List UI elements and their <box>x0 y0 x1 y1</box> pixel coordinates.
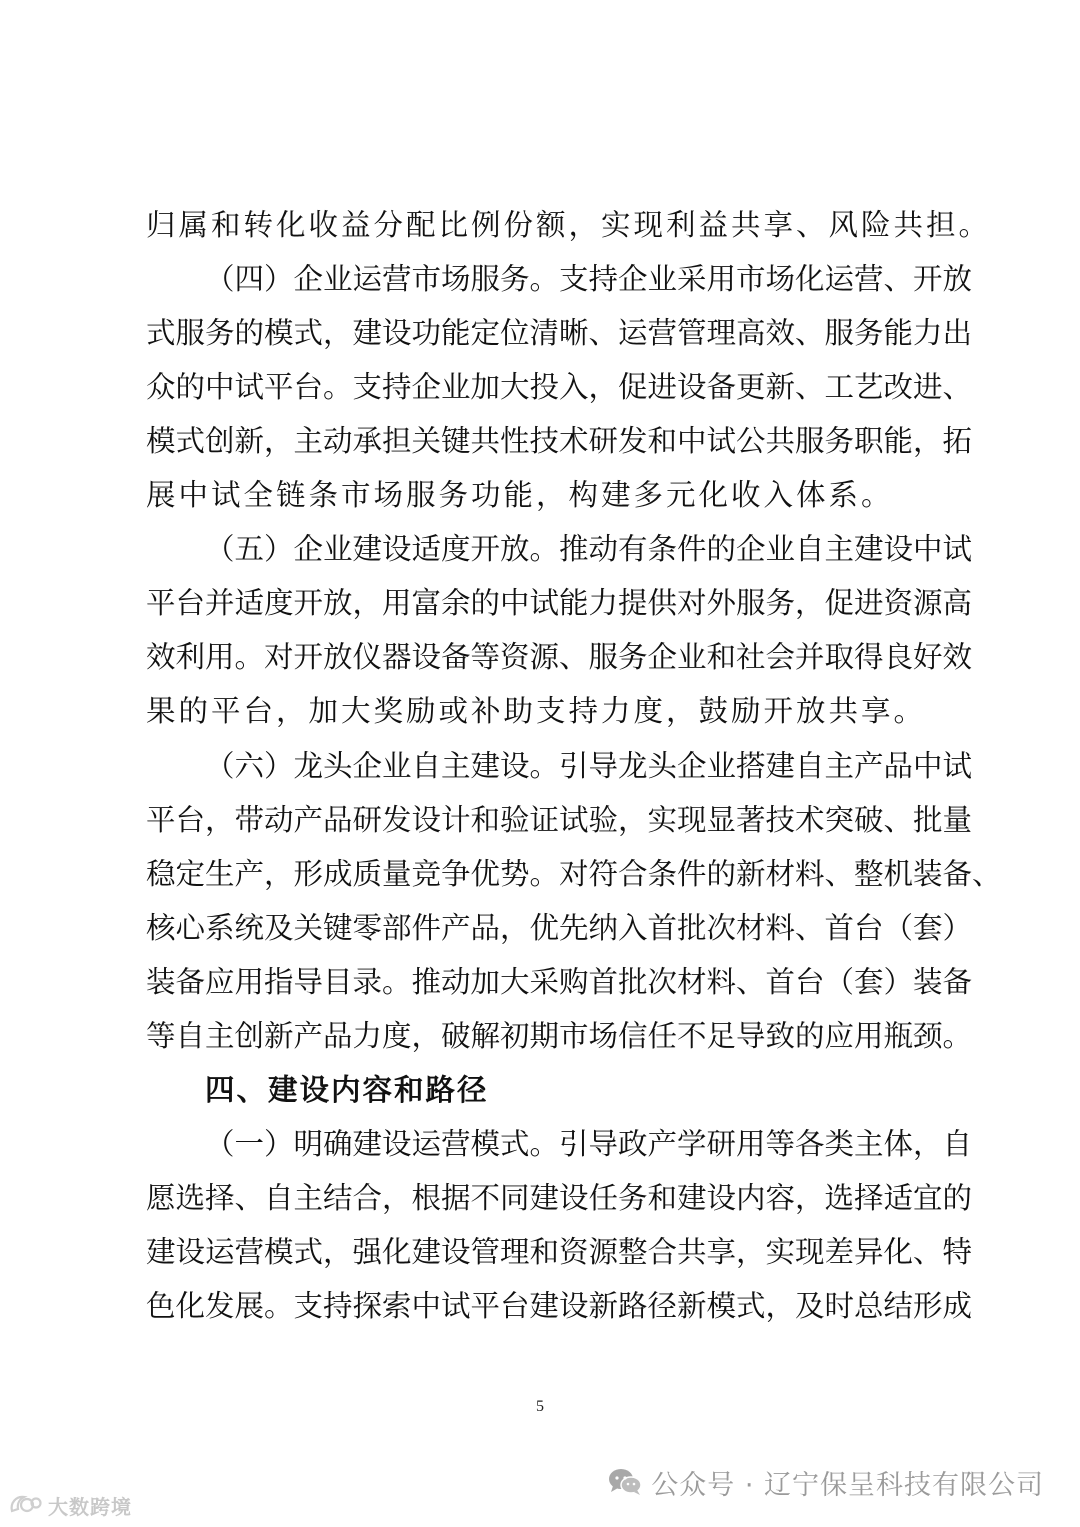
paragraph-line: （五）企业建设适度开放。推动有条件的企业自主建设中试 <box>205 532 973 566</box>
paragraph-line: 果的平台，加大奖励或补助支持力度，鼓励开放共享。 <box>146 694 927 728</box>
section-heading: 四、建设内容和路径 <box>205 1073 489 1107</box>
paragraph-line: 平台，带动产品研发设计和验证试验，实现显著技术突破、批量 <box>146 803 973 837</box>
paragraph-line: 建设运营模式，强化建设管理和资源整合共享，实现差异化、特 <box>146 1235 973 1269</box>
paragraph-line: 色化发展。支持探索中试平台建设新路径新模式，及时总结形成 <box>146 1289 973 1323</box>
paragraph-line: （一）明确建设运营模式。引导政产学研用等各类主体，自 <box>205 1127 973 1161</box>
paragraph-line: （四）企业运营市场服务。支持企业采用市场化运营、开放 <box>205 262 973 296</box>
wechat-icon <box>607 1467 643 1497</box>
paragraph-line: 众的中试平台。支持企业加大投入，促进设备更新、工艺改进、 <box>146 370 973 404</box>
page-number: 5 <box>536 1398 544 1415</box>
paragraph-line: 等自主创新产品力度，破解初期市场信任不足导致的应用瓶颈。 <box>146 1019 973 1053</box>
wechat-watermark <box>607 1462 1044 1502</box>
paragraph-line: 核心系统及关键零部件产品，优先纳入首批次材料、首台（套） <box>146 911 973 945</box>
source-logo-text: 大数跨境 <box>48 1494 132 1519</box>
paragraph-line: 平台并适度开放，用富余的中试能力提供对外服务，促进资源高 <box>146 586 973 620</box>
paragraph-line: 式服务的模式，建设功能定位清晰、运营管理高效、服务能力出 <box>146 316 973 350</box>
paragraph-line: 愿选择、自主结合，根据不同建设任务和建设内容，选择适宜的 <box>146 1181 973 1215</box>
paragraph-line: 效利用。对开放仪器设备等资源、服务企业和社会并取得良好效 <box>146 640 973 674</box>
paragraph-line: 归属和转化收益分配比例份额，实现利益共享、风险共担。 <box>146 208 992 242</box>
paragraph-line: 装备应用指导目录。推动加大采购首批次材料、首台（套）装备 <box>146 965 973 999</box>
source-watermark <box>8 1490 132 1520</box>
paragraph-line: 稳定生产，形成质量竞争优势。对符合条件的新材料、整机装备、 <box>146 857 1002 891</box>
paragraph-line: 展中试全链条市场服务功能，构建多元化收入体系。 <box>146 478 894 512</box>
brand-logo-icon <box>8 1493 42 1517</box>
wechat-account-text: 公众号 · 辽宁保呈科技有限公司 <box>651 1469 1044 1501</box>
paragraph-line: 模式创新，主动承担关键共性技术研发和中试公共服务职能，拓 <box>146 424 973 458</box>
paragraph-line: （六）龙头企业自主建设。引导龙头企业搭建自主产品中试 <box>205 749 973 783</box>
